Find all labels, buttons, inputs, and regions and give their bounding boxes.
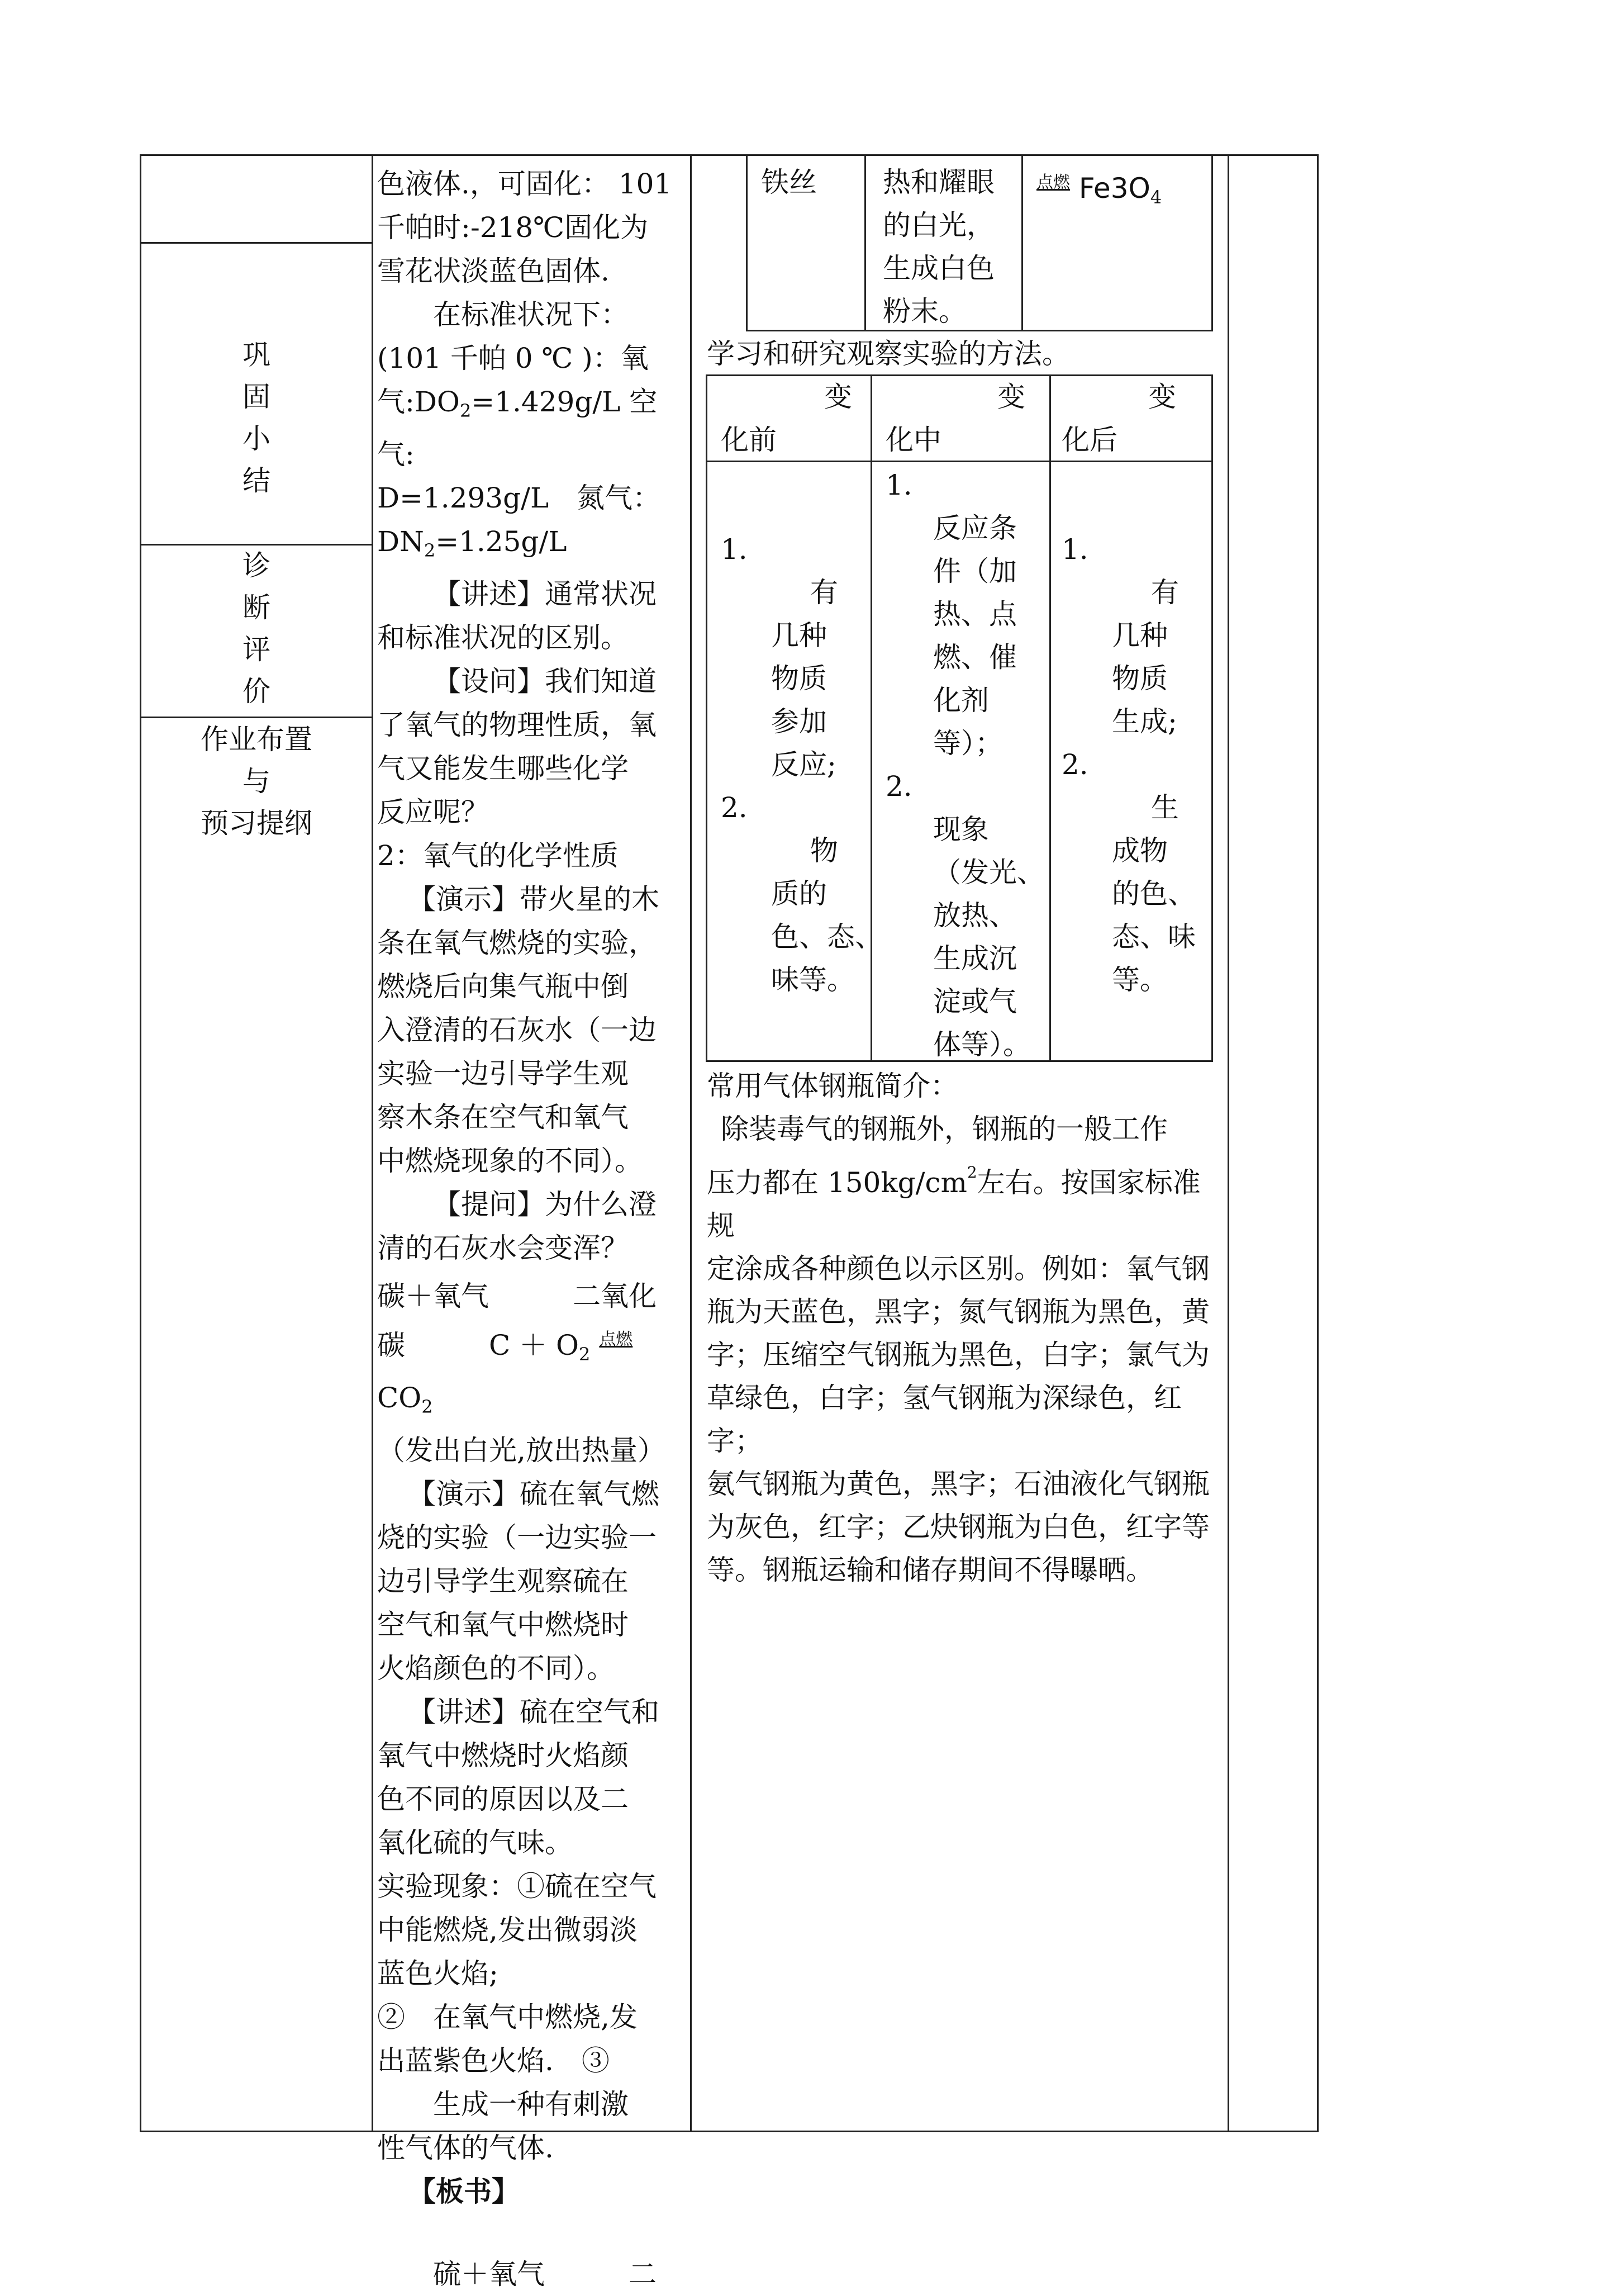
text-line: 空气和氧气中燃烧时 bbox=[377, 1609, 629, 1641]
text-line: 和标准状况的区别。 bbox=[377, 622, 629, 654]
text-line: 氧气中燃烧时火焰颜 bbox=[377, 1739, 629, 1772]
text-line: $DN_2=1.25g/L$ bbox=[377, 525, 567, 561]
text-line: (101 千帕 0 ℃ )：氧 bbox=[377, 342, 649, 374]
header-before: 变 化前 bbox=[721, 381, 852, 456]
left-row-separator bbox=[140, 717, 373, 718]
text-line: 2：氧气的化学性质 bbox=[377, 839, 619, 872]
iron-table-border bbox=[1021, 154, 1023, 331]
section-label-homework: 作业布置 与 预习提纲 bbox=[201, 723, 312, 839]
iron-table-border bbox=[864, 154, 866, 331]
iron-table-border bbox=[1211, 154, 1213, 331]
header-after: 变 化后 bbox=[1062, 381, 1176, 456]
text-line: 实验一边引导学生观 bbox=[377, 1057, 629, 1090]
text-line: 【板书】 bbox=[408, 2175, 520, 2208]
cell-after: 1. 有 几种 物质 生成; 2. 生 成物 的色、 态、味 等。 bbox=[1062, 533, 1196, 996]
cylinder-text: 除装毒气的钢瓶外，钢瓶的一般工作 压力都在 $150kg/cm^2$左右。按国家标准规 定涂成各种颜色以示区别。例如：氧气钢 瓶为天蓝色，黑字；氮气钢瓶为黑色，黄 字；压缩空气钢瓶为黑色，白字；氯气为 草绿色，白字；氢气钢瓶为深绿色，红字； 氨气钢瓶为黄色，黑字；石油液化气钢瓶 为灰色，红字；乙炔钢瓶为白色，红字等 等。钢瓶运输和储存期间不得曝晒。 bbox=[707, 1113, 1210, 1586]
teaching-content-column bbox=[377, 162, 679, 2296]
table-bottom-border bbox=[140, 2131, 1319, 2132]
text-line: 【演示】带火星的木 bbox=[408, 883, 659, 915]
text-line: 中能燃烧,发出微弱淡 bbox=[377, 1914, 638, 1946]
iron-table-border bbox=[746, 154, 1212, 156]
text-line: 氧化硫的气味。 bbox=[377, 1827, 573, 1859]
iron-substance-cell: 铁丝 bbox=[761, 166, 817, 198]
text-line: 清的石灰水会变浑？ bbox=[377, 1232, 629, 1264]
text-line: 气$:DO_2=1.429g/L$ 空气: bbox=[377, 386, 658, 471]
text-line: 碳＋氧气 二氧化 bbox=[377, 1280, 657, 1312]
text-line: ② 在氧气中燃烧,发 bbox=[377, 2001, 638, 2033]
text-line: 色液体.，可固化： 101 bbox=[377, 168, 672, 200]
method-heading: 学习和研究观察实验的方法。 bbox=[707, 338, 1070, 370]
cylinder-heading: 常用气体钢瓶简介： bbox=[707, 1070, 958, 1102]
left-row-separator bbox=[140, 242, 373, 244]
section-label-review: 巩 固 小 结 bbox=[242, 339, 270, 497]
text-line: 火焰颜色的不同）。 bbox=[377, 1652, 615, 1685]
text-line: 千帕时:-218℃固化为 bbox=[377, 211, 649, 244]
text-line: 硫＋氧气 二 bbox=[433, 2258, 657, 2290]
text-line: 【演示】硫在氧气燃 bbox=[408, 1478, 659, 1510]
text-line: 【讲述】通常状况 bbox=[433, 578, 657, 610]
method-table-border bbox=[1211, 374, 1213, 1062]
text-line: 【讲述】硫在空气和 bbox=[408, 1696, 659, 1728]
iron-table-border bbox=[746, 154, 748, 331]
text-line: 反应呢？ bbox=[377, 796, 489, 828]
text-line: 烧的实验（一边实验一 bbox=[377, 1521, 657, 1554]
text-line: 燃烧后向集气瓶中倒 bbox=[377, 970, 629, 1003]
method-table-border bbox=[1049, 374, 1051, 1062]
header-during: 变 化中 bbox=[886, 381, 1025, 456]
column-divider-2 bbox=[690, 154, 692, 2132]
text-line: 色不同的原因以及二 bbox=[377, 1783, 629, 1815]
iron-phenomenon-cell: 热和耀眼 的白光， 生成白色 粉末。 bbox=[883, 166, 995, 328]
text-line: 入澄清的石灰水（一边 bbox=[377, 1014, 657, 1046]
text-line: 了氧气的物理性质，氧 bbox=[377, 709, 657, 741]
table-right-border bbox=[1317, 154, 1319, 2132]
text-line: 生成一种有刺激 bbox=[433, 2088, 629, 2121]
text-line: 边引导学生观察硫在 bbox=[377, 1565, 629, 1597]
text-line: 出蓝紫色火焰. ③ bbox=[377, 2044, 610, 2077]
text-line: 条在氧气燃烧的实验， bbox=[377, 927, 657, 959]
text-line: 中燃烧现象的不同）。 bbox=[377, 1145, 643, 1177]
method-table-border bbox=[706, 374, 707, 1062]
equation-line: 碳 $C + O_2$ $^{点燃}$ $CO_2$ bbox=[377, 1329, 633, 1417]
text-line: 【设问】我们知道 bbox=[433, 665, 657, 698]
iron-product-cell: $^{点燃}$ $Fe3O_4$ bbox=[1036, 172, 1162, 208]
column-divider-3 bbox=[1228, 154, 1229, 2132]
text-line: D=1.293g/L 氮气： bbox=[377, 482, 661, 514]
cell-during: 1. 反应条 件（加 热、点 燃、催 化剂 等）； 2. 现象 （发光、 放热、 生成沉 淀或气 体等）。 bbox=[886, 469, 1045, 1061]
cell-before: 1. 有 几种 物质 参加 反应; 2. 物 质的 色、态、 味等。 bbox=[721, 533, 883, 996]
text-line: 在标准状况下： bbox=[433, 298, 629, 331]
text-line: 实验现象：①硫在空气 bbox=[377, 1870, 657, 1903]
text-line: 雪花状淡蓝色固体. bbox=[377, 255, 610, 287]
text-line: 【提问】为什么澄 bbox=[433, 1188, 657, 1221]
text-line: （发出白光,放出热量） bbox=[377, 1434, 665, 1467]
text-line: 察木条在空气和氧气 bbox=[377, 1101, 629, 1133]
text-line: 性气体的气体. bbox=[377, 2132, 554, 2164]
section-label-diagnosis: 诊 断 评 价 bbox=[242, 549, 270, 708]
text-line: 蓝色火焰; bbox=[377, 1957, 498, 1990]
text-line: 气又能发生哪些化学 bbox=[377, 752, 629, 785]
